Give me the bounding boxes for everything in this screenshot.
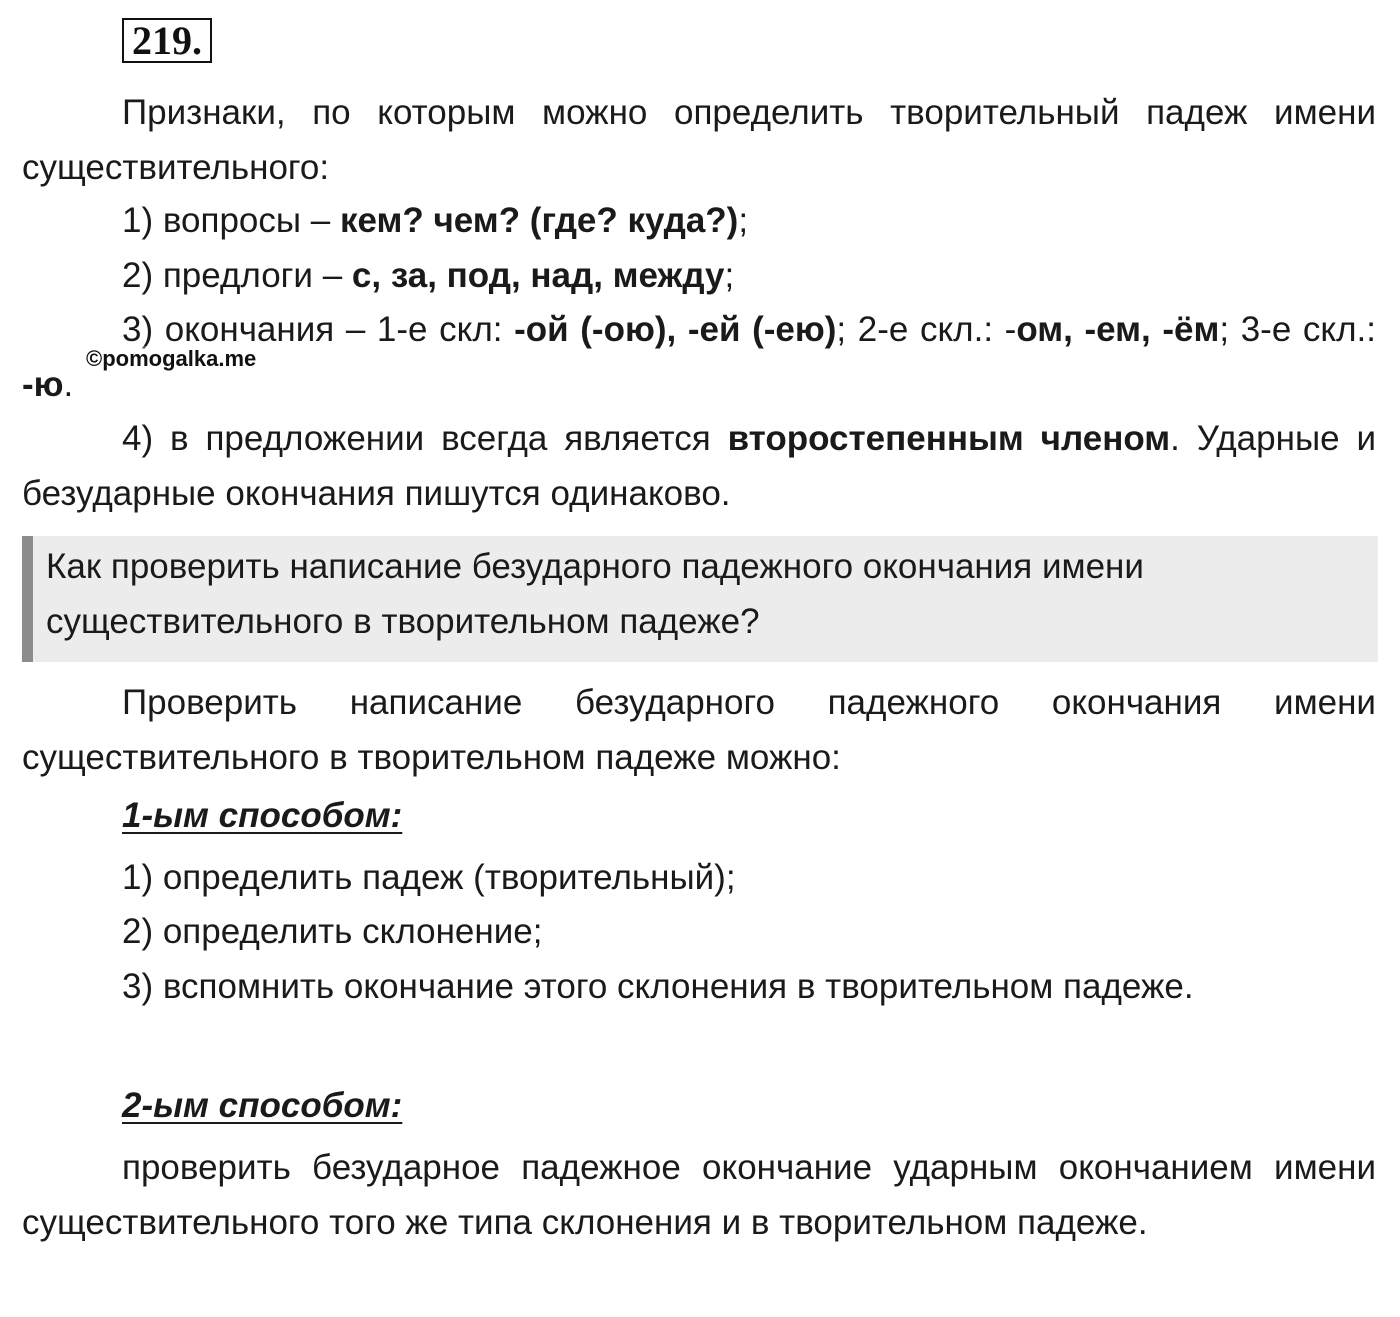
method-1-step-2: 2) определить склонение; <box>122 912 543 951</box>
question-box <box>22 536 1378 662</box>
method-1-step-3: 3) вспомнить окончание этого склонения в творительном падеже. <box>122 967 1194 1006</box>
intro-paragraph: Признаки, по которым можно определить творительный падеж имени существительного: <box>22 93 1376 187</box>
method-2-text: проверить безударное падежное окончание ударным окончанием имени существительного того же типа склонения и в творительном падеже. <box>22 1148 1376 1242</box>
answer-intro: Проверить написание безударного падежного окончания имени существительного в творительном падеже можно: <box>22 683 1376 777</box>
sign-2: 2) предлоги – с, за, под, над, между; <box>122 256 735 295</box>
sign-4: 4) в предложении всегда является второстепенным членом. Ударные и безударные окончания пишутся одинаково. <box>22 419 1376 513</box>
sign-1: 1) вопросы – кем? чем? (где? куда?); <box>122 201 749 240</box>
sign-3: 3) окончания – 1-е скл: -ой (-ою), -ей (-ею); 2-е скл.: -ом, -ем, -ём; 3-е скл.: -ю. <box>22 310 1376 404</box>
method-1-step-1: 1) определить падеж (творительный); <box>122 858 736 897</box>
task-number: 219. <box>122 18 212 63</box>
question-text: Как проверить написание безударного падежного окончания имени существительного в творительном падеже? <box>46 547 1144 641</box>
watermark: ©pomogalka.me <box>86 346 257 371</box>
method-2-title: 2-ым способом: <box>122 1086 403 1125</box>
method-1-title: 1-ым способом: <box>122 796 403 835</box>
